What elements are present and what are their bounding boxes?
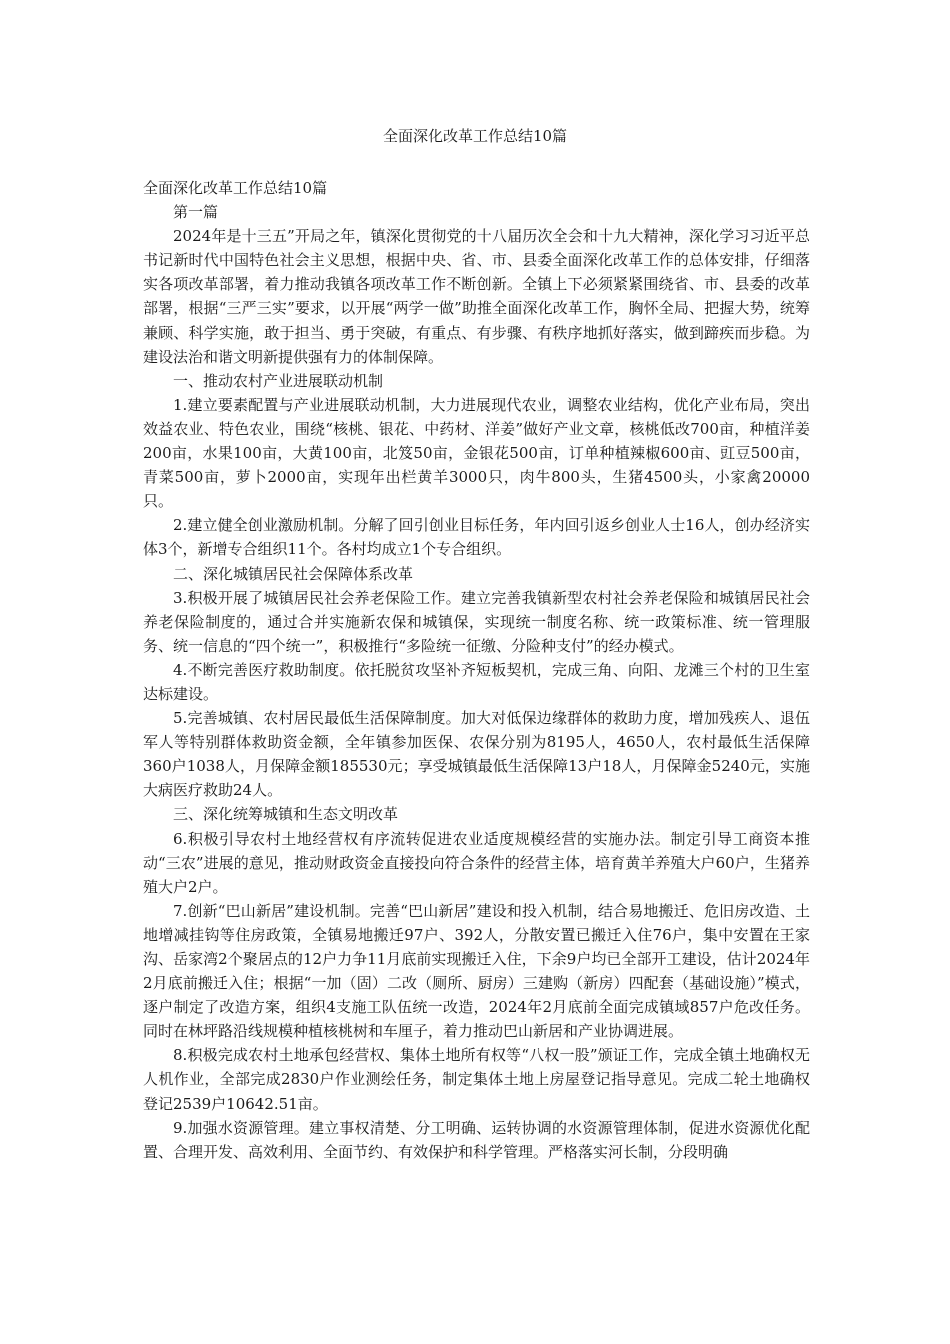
- paragraph: 8.积极完成农村土地承包经营权、集体土地所有权等“八权一股”颁证工作，完成全镇土地确权无人机作业，全部完成2830户作业测绘任务，制定集体土地上房屋登记指导意见。完成二轮土地确权登记2539户10642.51亩。: [143, 1046, 810, 1113]
- document-body: [143, 176, 810, 1164]
- document-title: 全面深化改革工作总结10篇: [382, 127, 568, 145]
- section-heading: 三、深化统筹城镇和生态文明改革: [173, 805, 399, 824]
- paragraph: 4.不断完善医疗救助制度。依托脱贫攻坚补齐短板契机，完成三角、向阳、龙滩三个村的卫生室达标建设。: [143, 660, 810, 703]
- paragraph: 9.加强水资源管理。建立事权清楚、分工明确、运转协调的水资源管理体制，促进水资源优化配置、合理开发、高效利用、全面节约、有效保护和科学管理。严格落实河长制，分段明确: [143, 1118, 810, 1161]
- section-heading: 一、推动农村产业进展联动机制: [173, 371, 384, 390]
- paragraph: 5.完善城镇、农村居民最低生活保障制度。加大对低保边缘群体的救助力度，增加残疾人、退伍军人等特别群体救助资金额，全年镇参加医保、农保分别为8195人，4650人，农村最低生活保障360户1038人，月保障金额185530元；享受城镇最低生活保障13户18人，月保障金5240元，实施大病医疗救助24人。: [143, 709, 810, 800]
- section-heading: 二、深化城镇居民社会保障体系改革: [173, 564, 414, 583]
- paragraph: 3.积极开展了城镇居民社会养老保险工作。建立完善我镇新型农村社会养老保险和城镇居民社会养老保险制度的，通过合并实施新农保和城镇保，实现统一制度名称、统一政策标准、统一管理服务、统一信息的“四个统一”，积极推行“多险统一征缴、分险种支付”的经办模式。: [143, 588, 810, 655]
- paragraph: 7.创新“巴山新居”建设机制。完善“巴山新居”建设和投入机制，结合易地搬迁、危旧房改造、土地增减挂钩等住房政策，全镇易地搬迁97户、392人，分散安置已搬迁入住76户，集中安置在王家沟、岳家湾2个聚居点的12户力争11月底前实现搬迁入住，下余9户均已全部开工建设，估计2024年2月底前搬迁入住；根据“一加（固）二改（厕所、厨房）三建购（新房）四配套（基础设施）”模式，逐户制定了改造方案，组织4支施工队伍统一改造，2024年2月底前全面完成镇域857户危改任务。同时在林坪路沿线规模种植核桃树和车厘子，着力推动巴山新居和产业协调进展。: [143, 901, 810, 1041]
- paragraph: 2.建立健全创业激励机制。分解了回引创业目标任务，年内回引返乡创业人士16人，创办经济实体3个，新增专合组织11个。各村均成立1个专合组织。: [143, 516, 810, 559]
- paragraph: 2024年是十三五”开局之年，镇深化贯彻党的十八届历次全会和十九大精神，深化学习习近平总书记新时代中国特色社会主义思想，根据中央、省、市、县委全面深化改革工作的总体安排，仔细落实各项改革部署，着力推动我镇各项改革工作不断创新。全镇上下必须紧紧围绕省、市、县委的改革部署，根据“三严三实”要求，以开展“两学一做”助推全面深化改革工作，胸怀全局、把握大势，统筹兼顾、科学实施，敢于担当、勇于突破，有重点、有步骤、有秩序地抓好落实，做到蹄疾而步稳。为建设法治和谐文明新提供强有力的体制保障。: [143, 227, 810, 366]
- paragraph: 6.积极引导农村土地经营权有序流转促进农业适度规模经营的实施办法。制定引导工商资本推动“三农”进展的意见，推动财政资金直接投向符合条件的经营主体，培育黄羊养殖大户60户，生猪养殖大户2户。: [143, 829, 810, 896]
- document-subtitle: 全面深化改革工作总结10篇: [143, 179, 328, 197]
- paragraph: 第一篇: [173, 203, 219, 222]
- paragraph: 1.建立要素配置与产业进展联动机制，大力进展现代农业，调整农业结构，优化产业布局，突出效益农业、特色农业，围绕“核桃、银花、中药材、洋姜”做好产业文章，核桃低改700亩，种植洋姜200亩，水果100亩，大黄100亩，北笈50亩，金银花500亩，订单种植辣椒600亩、豇豆500亩，青菜500亩，萝卜2000亩，实现年出栏黄羊3000只，肉牛800头，生猪4500头，小家禽20000只。: [143, 395, 810, 511]
